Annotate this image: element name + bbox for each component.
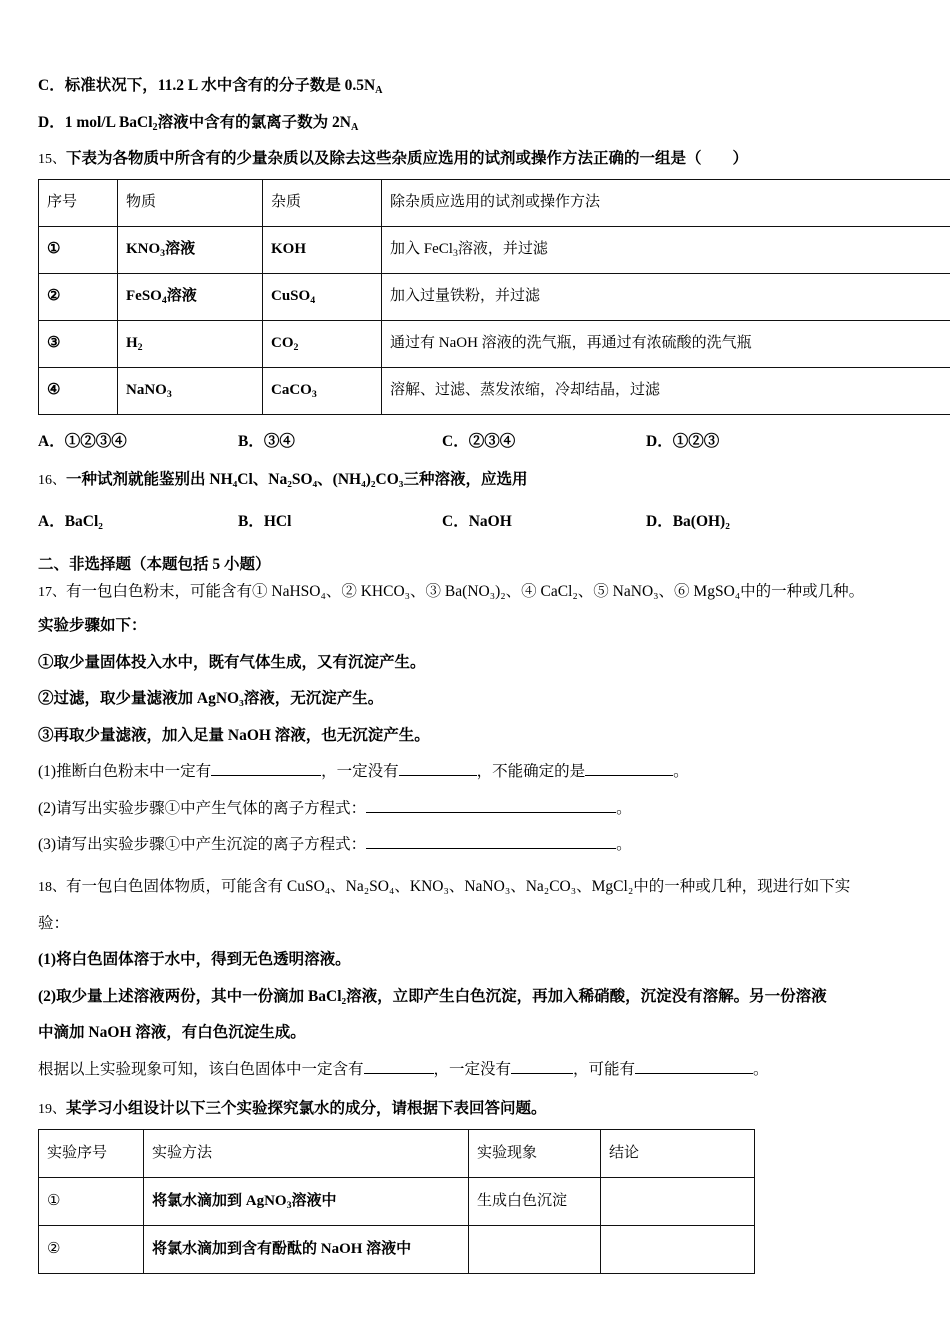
cell-method-pre: 通过有 NaOH 溶液的洗气瓶，再通过有浓硫酸的洗气瓶: [390, 335, 752, 352]
cell-method-post: 溶液中: [291, 1192, 337, 1209]
q18-concl-blank-2[interactable]: [511, 1073, 573, 1074]
cell-experiment-index: ②: [39, 1226, 144, 1274]
question-17-step-1: ①取少量固体投入水中，既有气体生成，又有沉淀产生。: [38, 653, 426, 671]
cell-impurity-sub: 3: [311, 389, 317, 401]
question-16-number: 16、: [38, 473, 66, 488]
q18-concl-blank-1[interactable]: [364, 1073, 434, 1074]
cell-impurity: [263, 321, 382, 368]
cell-substance-post: 溶液: [165, 241, 196, 258]
question-19-number: 19、: [38, 1102, 66, 1117]
cell-experiment-index: ①: [39, 1178, 144, 1226]
q18-concl-blank-3[interactable]: [635, 1073, 753, 1074]
q18-concl-text-b: ，一定没有: [433, 1060, 512, 1078]
cell-substance: [118, 321, 263, 368]
table-row: [39, 227, 950, 274]
cell-impurity-pre: KOH: [271, 241, 307, 258]
cell-method-pre: 将氯水滴加到含有酚酞的 NaOH 溶液中: [152, 1240, 412, 1257]
q17-sub1-text-b: ，一定没有: [321, 763, 399, 780]
cell-substance-pre: FeSO: [126, 288, 162, 305]
q17-sub2-text-a: (2)请写出实验步骤①中产生气体的离子方程式：: [38, 799, 367, 817]
table-header-row: [39, 180, 950, 227]
cell-impurity-pre: CuSO: [271, 288, 311, 305]
table-row: [39, 1178, 755, 1226]
cell-impurity-pre: CO: [271, 335, 294, 352]
cell-experiment-method: [144, 1226, 469, 1274]
cell-substance-pre: KNO: [126, 241, 161, 258]
q18-concl-text-a: 根据以上实验现象可知，该白色固体中一定含有: [38, 1060, 364, 1078]
q17-sub3-text-b: 。: [616, 836, 632, 853]
q14-option-d-text-post: 溶液中含有的氯离子数为 2N: [157, 113, 351, 131]
cell-impurity: [263, 227, 382, 274]
cell-method-post: 溶液，并过滤: [457, 241, 548, 258]
table-row: [39, 274, 950, 321]
question-16-stem: [38, 472, 918, 488]
header-index: 序号: [39, 180, 118, 227]
header-method: 除杂质应选用的试剂或操作方法: [382, 180, 950, 227]
q17-sub2-text-b: 。: [616, 799, 632, 817]
question-18-sub1: (1)将白色固体溶于水中，得到无色透明溶液。: [38, 951, 351, 968]
cell-substance-sub: 2: [137, 342, 143, 354]
question-18-stem-line-2: 验：: [38, 914, 70, 932]
question-18-sub2-line-2: 中滴加 NaOH 溶液，有白色沉淀生成。: [38, 1024, 306, 1041]
q14-option-d-subscript-2: A: [350, 121, 359, 133]
question-15-option-b[interactable]: B．③④: [238, 433, 295, 450]
cell-substance: [118, 274, 263, 321]
q14-option-d: [38, 115, 918, 131]
cell-experiment-method: [144, 1178, 469, 1226]
question-15-option-c[interactable]: C．②③④: [442, 433, 516, 450]
q17-sub2-blank[interactable]: [366, 812, 616, 813]
q14-option-d-subscript-1: 2: [152, 121, 158, 133]
q14-option-d-text-pre: D．1 mol/L BaCl: [38, 113, 153, 131]
question-18-stem-text-1: 有一包白色固体物质，可能含有 CuSO₄、Na₂SO₄、KNO₃、NaNO₃、Na₂CO₃、MgCl₂中的一种或几种，现进行如下实: [66, 877, 851, 895]
question-15-stem: [38, 151, 918, 167]
cell-experiment-conclusion[interactable]: [601, 1178, 755, 1226]
cell-method-pre: 溶解、过滤、蒸发浓缩，冷却结晶，过滤: [390, 382, 661, 399]
header-experiment-index: 实验序号: [39, 1130, 144, 1178]
q14-option-c-subscript: A: [375, 84, 383, 96]
question-17-step-3: ③再取少量滤液，加入足量 NaOH 溶液，也无沉淀产生。: [38, 726, 430, 744]
impurity-removal-table: [38, 179, 950, 415]
chlorine-water-experiment-table: [38, 1129, 755, 1274]
question-15-option-a[interactable]: A．①②③④: [38, 433, 127, 450]
cell-substance-post: 溶液: [166, 288, 197, 305]
cell-experiment-conclusion[interactable]: [601, 1226, 755, 1274]
question-19-stem-text: 某学习小组设计以下三个实验探究氯水的成分，请根据下表回答问题。: [66, 1100, 547, 1117]
question-18-stem-line-1: [38, 879, 918, 895]
question-17-sub2: [38, 801, 918, 817]
question-17-sub3: [38, 837, 918, 853]
cell-impurity: [263, 368, 382, 415]
cell-method: [382, 227, 950, 274]
question-17-number: 17、: [38, 585, 66, 600]
cell-substance-sub: 3: [166, 389, 172, 401]
question-15-stem-text: 下表为各物质中所含有的少量杂质以及除去这些杂质应选用的试剂或操作方法正确的一组是（ ）: [66, 150, 749, 167]
q18-concl-text-c: ，可能有: [573, 1060, 636, 1078]
question-16-option-d[interactable]: D．Ba(OH)₂: [646, 513, 730, 530]
cell-experiment-phenomenon: 生成白色沉淀: [469, 1178, 601, 1226]
cell-index: ①: [39, 227, 118, 274]
q14-option-c-text: C．标准状况下，11.2 L 水中含有的分子数是 0.5N: [38, 77, 376, 94]
cell-impurity: [263, 274, 382, 321]
cell-method-sub: 3: [452, 248, 458, 260]
cell-experiment-phenomenon[interactable]: [469, 1226, 601, 1274]
header-experiment-conclusion: 结论: [601, 1130, 755, 1178]
question-16-option-a[interactable]: A．BaCl₂: [38, 513, 103, 530]
cell-substance: [118, 227, 263, 274]
q17-sub1-blank-1[interactable]: [211, 775, 321, 776]
question-18-conclusion: [38, 1062, 918, 1078]
question-16-options: [38, 509, 918, 531]
q18-concl-text-d: 。: [753, 1060, 769, 1078]
header-experiment-phenomenon: 实验现象: [469, 1130, 601, 1178]
header-substance: 物质: [118, 180, 263, 227]
question-15-options: [38, 429, 918, 451]
section-2-heading: 二、非选择题（本题包括 5 小题）: [38, 556, 271, 573]
table-row: [39, 368, 950, 415]
header-impurity: 杂质: [263, 180, 382, 227]
cell-impurity-sub: 2: [293, 342, 299, 354]
q17-sub1-text-d: 。: [673, 763, 689, 780]
cell-substance-pre: H: [126, 335, 138, 352]
table-header-row: [39, 1130, 755, 1178]
cell-substance-pre: NaNO: [126, 382, 167, 399]
table-row: [39, 1226, 755, 1274]
question-16-option-b[interactable]: B．HCl: [238, 513, 292, 530]
question-17-step-2: ②过滤，取少量滤液加 AgNO₃溶液，无沉淀产生。: [38, 690, 384, 707]
cell-method: [382, 274, 950, 321]
question-18-sub2-line-1: (2)取少量上述溶液两份，其中一份滴加 BaCl₂溶液，立即产生白色沉淀，再加入稀硝酸，沉淀没有溶解。另一份溶液: [38, 987, 827, 1005]
cell-index: ③: [39, 321, 118, 368]
cell-method-pre: 加入过量铁粉，并过滤: [390, 288, 541, 305]
q14-option-c: [38, 78, 918, 94]
cell-index: ②: [39, 274, 118, 321]
cell-impurity-pre: CaCO: [271, 382, 312, 399]
cell-substance-sub: 3: [160, 248, 166, 260]
question-19-stem: [38, 1101, 918, 1117]
question-17-stem-text: 有一包白色粉末，可能含有① NaHSO₄、② KHCO₃、③ Ba(NO₃)₂、④ CaCl₂、⑤ NaNO₃、⑥ MgSO₄中的一种或几种。: [66, 583, 865, 600]
cell-method-pre: 加入 FeCl: [390, 241, 453, 258]
cell-impurity-sub: 4: [310, 295, 316, 307]
cell-method-sub: 3: [286, 1199, 292, 1211]
q17-sub1-text-a: (1)推断白色粉末中一定有: [38, 763, 212, 780]
q17-sub1-blank-3[interactable]: [585, 775, 673, 776]
question-17-stem: [38, 584, 918, 600]
question-18-number: 18、: [38, 879, 66, 895]
cell-method-pre: 将氯水滴加到 AgNO: [152, 1192, 287, 1209]
cell-substance-sub: 4: [161, 295, 167, 307]
question-16-stem-text: 一种试剂就能鉴别出 NH₄Cl、Na₂SO₄、(NH₄)₂CO₃三种溶液，应选用: [66, 471, 528, 488]
q17-sub1-text-c: ，不能确定的是: [476, 763, 586, 780]
question-15-option-d[interactable]: D．①②③: [646, 433, 720, 450]
header-experiment-method: 实验方法: [144, 1130, 469, 1178]
q17-sub3-blank[interactable]: [366, 848, 616, 849]
cell-method: [382, 368, 950, 415]
cell-method: [382, 321, 950, 368]
question-17-steps-label: 实验步骤如下：: [38, 617, 147, 634]
q17-sub1-blank-2[interactable]: [399, 775, 477, 776]
q17-sub3-text-a: (3)请写出实验步骤①中产生沉淀的离子方程式：: [38, 836, 367, 853]
question-16-option-c[interactable]: C．NaOH: [442, 513, 512, 530]
table-row: [39, 321, 950, 368]
question-17-sub1: [38, 764, 918, 780]
question-15-number: 15、: [38, 152, 66, 167]
cell-index: ④: [39, 368, 118, 415]
cell-substance: [118, 368, 263, 415]
